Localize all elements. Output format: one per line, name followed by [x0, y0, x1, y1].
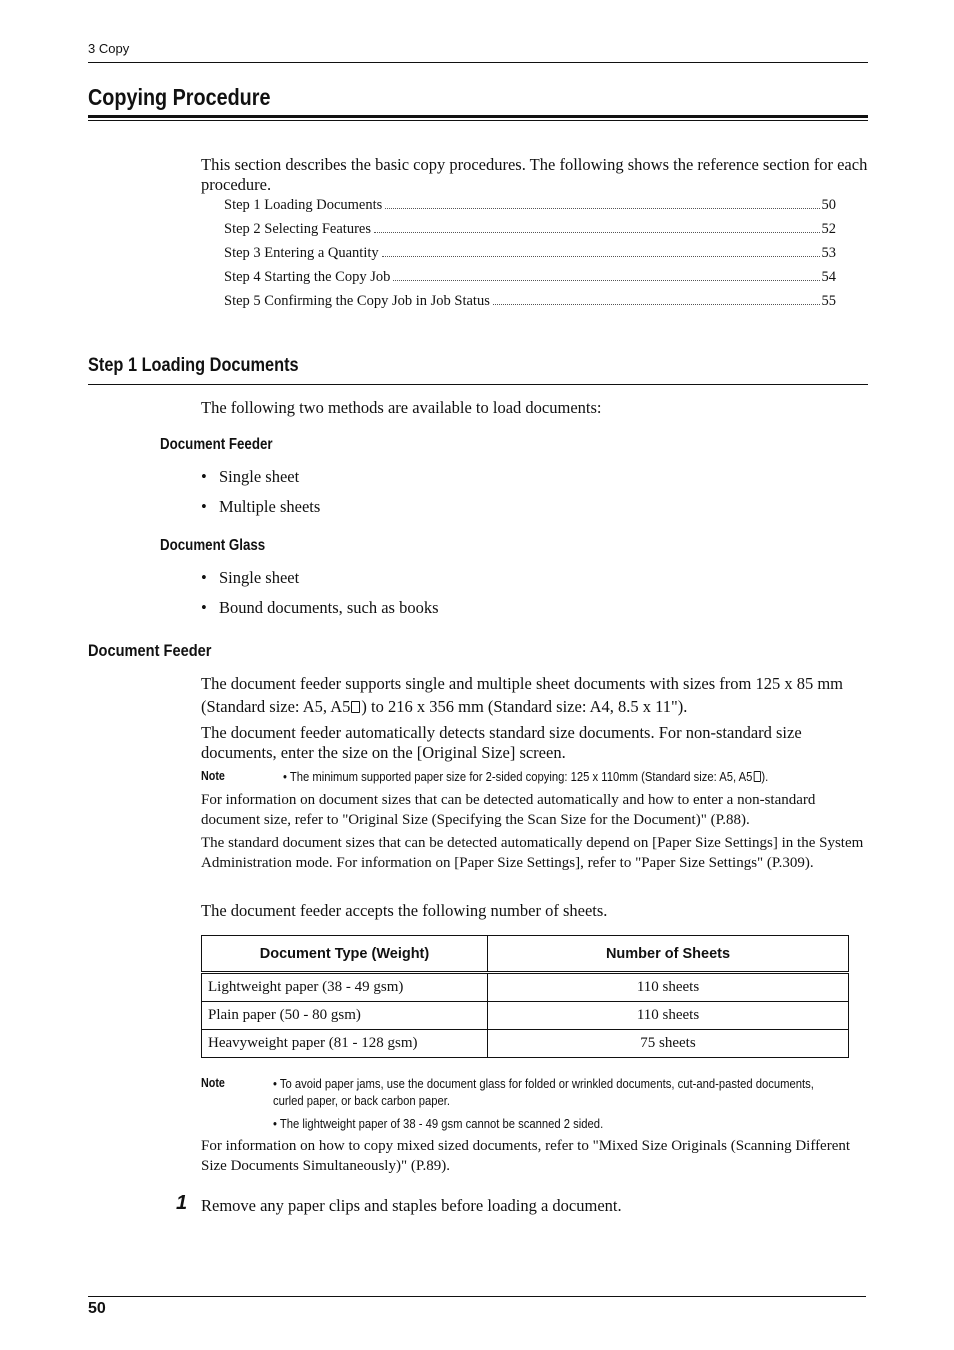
table-cell: 75 sheets: [488, 1030, 849, 1058]
title-rule-thick: [88, 115, 868, 118]
page-title: Copying Procedure: [88, 84, 271, 110]
toc-page: 55: [821, 293, 836, 309]
feeder-paragraph-3: For information on document sizes that can be detected automatically and how to enter a non-standard document size, refer to "Original Size (Specifying the Scan Size for the Document)" (P.88).: [201, 792, 816, 828]
page-number: 50: [88, 1300, 106, 1317]
table-header-row: [202, 936, 849, 973]
list-item: • Bound documents, such as books: [201, 598, 439, 617]
feeder-paragraph-4: The standard document sizes that can be detected automatically depend on [Paper Size Settings] in the System Administration mode. For information on [Paper Size Settings], refer to "Paper Size Settings" (P.309).: [201, 835, 864, 871]
table-cell: 110 sheets: [488, 973, 849, 1002]
feeder-paragraph-2: The document feeder automatically detects standard size documents. For non-standard size documents, enter the size on the [Original Size] screen.: [201, 723, 802, 762]
portrait-orientation-icon: [753, 771, 760, 782]
note-label: Note: [201, 769, 225, 783]
toc-page: 50: [821, 197, 836, 213]
table-row: [202, 1030, 849, 1058]
toc-leader: [382, 256, 820, 257]
note-text: • The minimum supported paper size for 2-sided copying: 125 x 110mm (Standard size: A5, A5 ).: [283, 770, 769, 784]
table-cell: Heavyweight paper (81 - 128 gsm): [202, 1030, 488, 1058]
toc-entry[interactable]: [224, 197, 836, 214]
toc-leader: [493, 304, 820, 305]
section-divider: [88, 384, 868, 385]
table-row: [202, 973, 849, 1002]
toc-label: Step 3 Entering a Quantity: [224, 245, 379, 261]
header-divider: [88, 62, 868, 63]
toc-label: Step 2 Selecting Features: [224, 221, 371, 237]
toc-leader: [393, 280, 819, 281]
note-text: • To avoid paper jams, use the document glass for folded or wrinkled documents, cut-and-pasted documents, curled paper, or back carbon paper.: [273, 1077, 814, 1108]
toc-label: Step 1 Loading Documents: [224, 197, 383, 213]
step-number: 1: [176, 1192, 188, 1214]
feeder-paragraph-5: The document feeder accepts the following number of sheets.: [201, 901, 608, 920]
intro-paragraph: This section describes the basic copy procedures. The following shows the reference section for each procedure.: [201, 155, 868, 194]
toc-entry[interactable]: [224, 221, 836, 238]
column-header: Number of Sheets: [488, 936, 849, 973]
list-item: • Multiple sheets: [201, 497, 321, 516]
step-instruction: Remove any paper clips and staples before loading a document.: [201, 1196, 622, 1215]
toc-page: 53: [821, 245, 836, 261]
note-label: Note: [201, 1076, 225, 1090]
table-cell: Plain paper (50 - 80 gsm): [202, 1002, 488, 1030]
toc-entry[interactable]: [224, 293, 836, 310]
mixed-size-paragraph: For information on how to copy mixed sized documents, refer to "Mixed Size Originals (Scanning Different Size Documents Simultaneously)" (P.89).: [201, 1138, 851, 1174]
toc-page: 54: [821, 269, 836, 285]
toc-entry[interactable]: [224, 245, 836, 262]
column-header: Document Type (Weight): [202, 936, 488, 973]
table-row: [202, 1002, 849, 1030]
title-rule-thin: [88, 120, 868, 121]
toc-label: Step 5 Confirming the Copy Job in Job Status: [224, 293, 490, 309]
toc-page: 52: [821, 221, 836, 237]
table-cell: Lightweight paper (38 - 49 gsm): [202, 973, 488, 1002]
section-heading-step1: Step 1 Loading Documents: [88, 355, 299, 376]
portrait-orientation-icon: [351, 701, 360, 713]
toc-leader: [385, 208, 819, 209]
toc-label: Step 4 Starting the Copy Job: [224, 269, 391, 285]
list-item: • Single sheet: [201, 467, 300, 486]
footer-divider: [88, 1296, 866, 1297]
list-item: • Single sheet: [201, 568, 300, 587]
chapter-label: 3 Copy: [88, 41, 130, 56]
toc-entry[interactable]: [224, 269, 836, 286]
subheading-document-glass: Document Glass: [160, 537, 266, 554]
table-cell: 110 sheets: [488, 1002, 849, 1030]
toc-leader: [374, 232, 820, 233]
feeder-paragraph-1: The document feeder supports single and multiple sheet documents with sizes from 125 x 85 mm (Standard size: A5, A5 ) to 216 x 356 mm (Standard size: A4, 8.5 x 11").: [201, 674, 843, 716]
note-text: • The lightweight paper of 38 - 49 gsm cannot be scanned 2 sided.: [273, 1117, 604, 1131]
step1-lead: The following two methods are available to load documents:: [201, 398, 602, 417]
subheading-document-feeder: Document Feeder: [160, 436, 273, 453]
section-heading-document-feeder: Document Feeder: [88, 641, 212, 660]
sheets-table: [201, 935, 849, 1058]
